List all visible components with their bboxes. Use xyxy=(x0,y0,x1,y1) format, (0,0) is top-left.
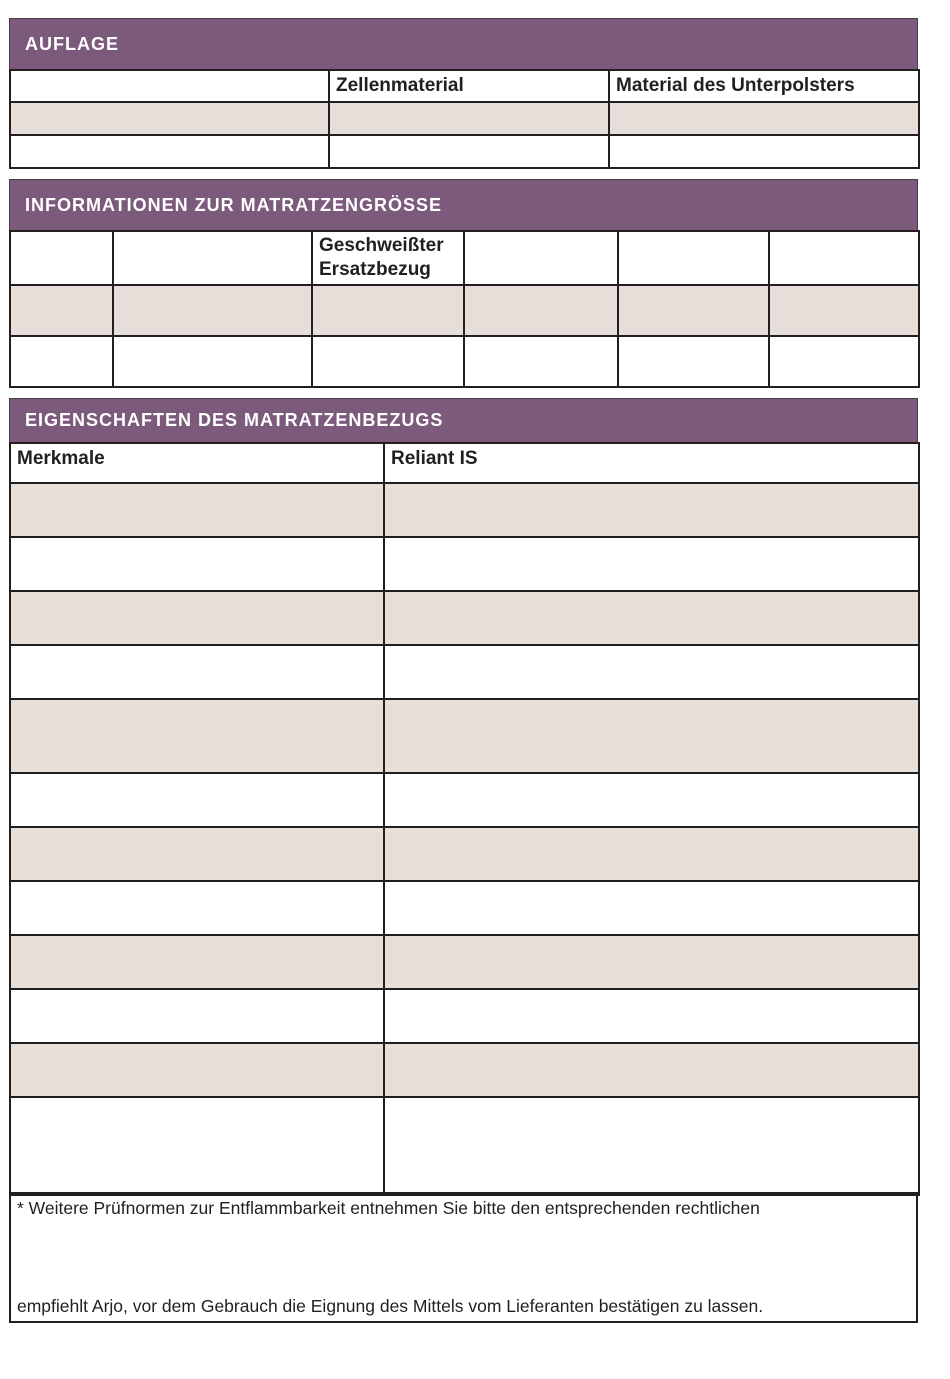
table-cell xyxy=(384,881,919,935)
table-header-row xyxy=(10,231,919,285)
table-row xyxy=(10,645,919,699)
header-cell-ersatzbezug xyxy=(312,231,464,285)
table-row xyxy=(10,285,919,336)
table-cell xyxy=(10,285,113,336)
bezug-table xyxy=(9,442,920,1196)
table-cell xyxy=(10,699,384,773)
table-cell xyxy=(113,231,312,285)
table-cell xyxy=(384,1097,919,1195)
table-row xyxy=(10,591,919,645)
header-cell-merkmale: Merkmale xyxy=(10,443,384,483)
table-cell xyxy=(384,591,919,645)
table-cell xyxy=(769,336,919,387)
table-row xyxy=(10,773,919,827)
table-cell xyxy=(10,773,384,827)
table-cell xyxy=(10,1043,384,1097)
auflage-title: AUFLAGE xyxy=(25,33,119,54)
table-row xyxy=(10,1097,919,1195)
table-cell xyxy=(10,336,113,387)
ersatzbezug-line2: Ersatzbezug xyxy=(319,259,431,280)
table-cell xyxy=(329,135,609,168)
footnote-line1: * Weitere Prüfnormen zur Entflammbarkeit entnehmen Sie bitte den entsprechenden rechtlichen xyxy=(17,1198,760,1218)
table-cell xyxy=(384,537,919,591)
table-cell xyxy=(10,989,384,1043)
header-cell-zellenmaterial: Zellenmaterial xyxy=(329,70,609,102)
table-cell xyxy=(10,537,384,591)
table-cell xyxy=(10,591,384,645)
table-cell xyxy=(384,827,919,881)
table-cell xyxy=(384,483,919,537)
table-cell xyxy=(10,827,384,881)
table-row xyxy=(10,483,919,537)
table-cell xyxy=(10,881,384,935)
table-row xyxy=(10,102,919,135)
auflage-header xyxy=(9,18,918,70)
table-cell xyxy=(384,989,919,1043)
table-row xyxy=(10,989,919,1043)
table-cell xyxy=(384,645,919,699)
table-header-row xyxy=(10,70,919,102)
table-cell xyxy=(464,285,618,336)
table-cell xyxy=(384,699,919,773)
bezug-title: EIGENSCHAFTEN DES MATRATZENBEZUGS xyxy=(25,410,444,430)
table-cell xyxy=(618,231,769,285)
ersatzbezug-line1: Geschweißter xyxy=(319,235,444,256)
table-cell xyxy=(10,645,384,699)
footnote-box xyxy=(9,1192,918,1323)
header-cell-empty xyxy=(10,70,329,102)
table-row xyxy=(10,135,919,168)
footnote-line2: empfiehlt Arjo, vor dem Gebrauch die Eignung des Mittels vom Lieferanten bestätigen zu lassen. xyxy=(17,1296,764,1316)
table-row xyxy=(10,935,919,989)
bezug-header xyxy=(9,398,918,443)
table-cell xyxy=(10,935,384,989)
table-cell xyxy=(384,935,919,989)
table-row xyxy=(10,1043,919,1097)
groesse-title: INFORMATIONEN ZUR MATRATZENGRÖSSE xyxy=(25,194,442,215)
table-row xyxy=(10,537,919,591)
table-cell xyxy=(10,135,329,168)
header-cell-reliant-is: Reliant IS xyxy=(384,443,919,483)
table-cell xyxy=(464,231,618,285)
table-cell xyxy=(312,336,464,387)
groesse-table xyxy=(9,230,920,388)
table-cell xyxy=(329,102,609,135)
table-cell xyxy=(609,135,919,168)
table-cell xyxy=(464,336,618,387)
table-cell xyxy=(10,483,384,537)
table-cell xyxy=(10,102,329,135)
table-row xyxy=(10,336,919,387)
header-cell-unterpolster: Material des Unterpolsters xyxy=(609,70,919,102)
table-cell xyxy=(312,285,464,336)
table-cell xyxy=(10,1097,384,1195)
table-cell xyxy=(618,336,769,387)
table-row xyxy=(10,881,919,935)
table-cell xyxy=(769,231,919,285)
table-cell xyxy=(609,102,919,135)
table-cell xyxy=(10,231,113,285)
table-cell xyxy=(384,1043,919,1097)
table-cell xyxy=(384,773,919,827)
auflage-table xyxy=(9,69,920,169)
groesse-header xyxy=(9,179,918,231)
table-cell xyxy=(113,285,312,336)
table-cell xyxy=(618,285,769,336)
table-cell xyxy=(769,285,919,336)
table-row xyxy=(10,827,919,881)
table-header-row xyxy=(10,443,919,483)
table-cell xyxy=(113,336,312,387)
table-row xyxy=(10,699,919,773)
